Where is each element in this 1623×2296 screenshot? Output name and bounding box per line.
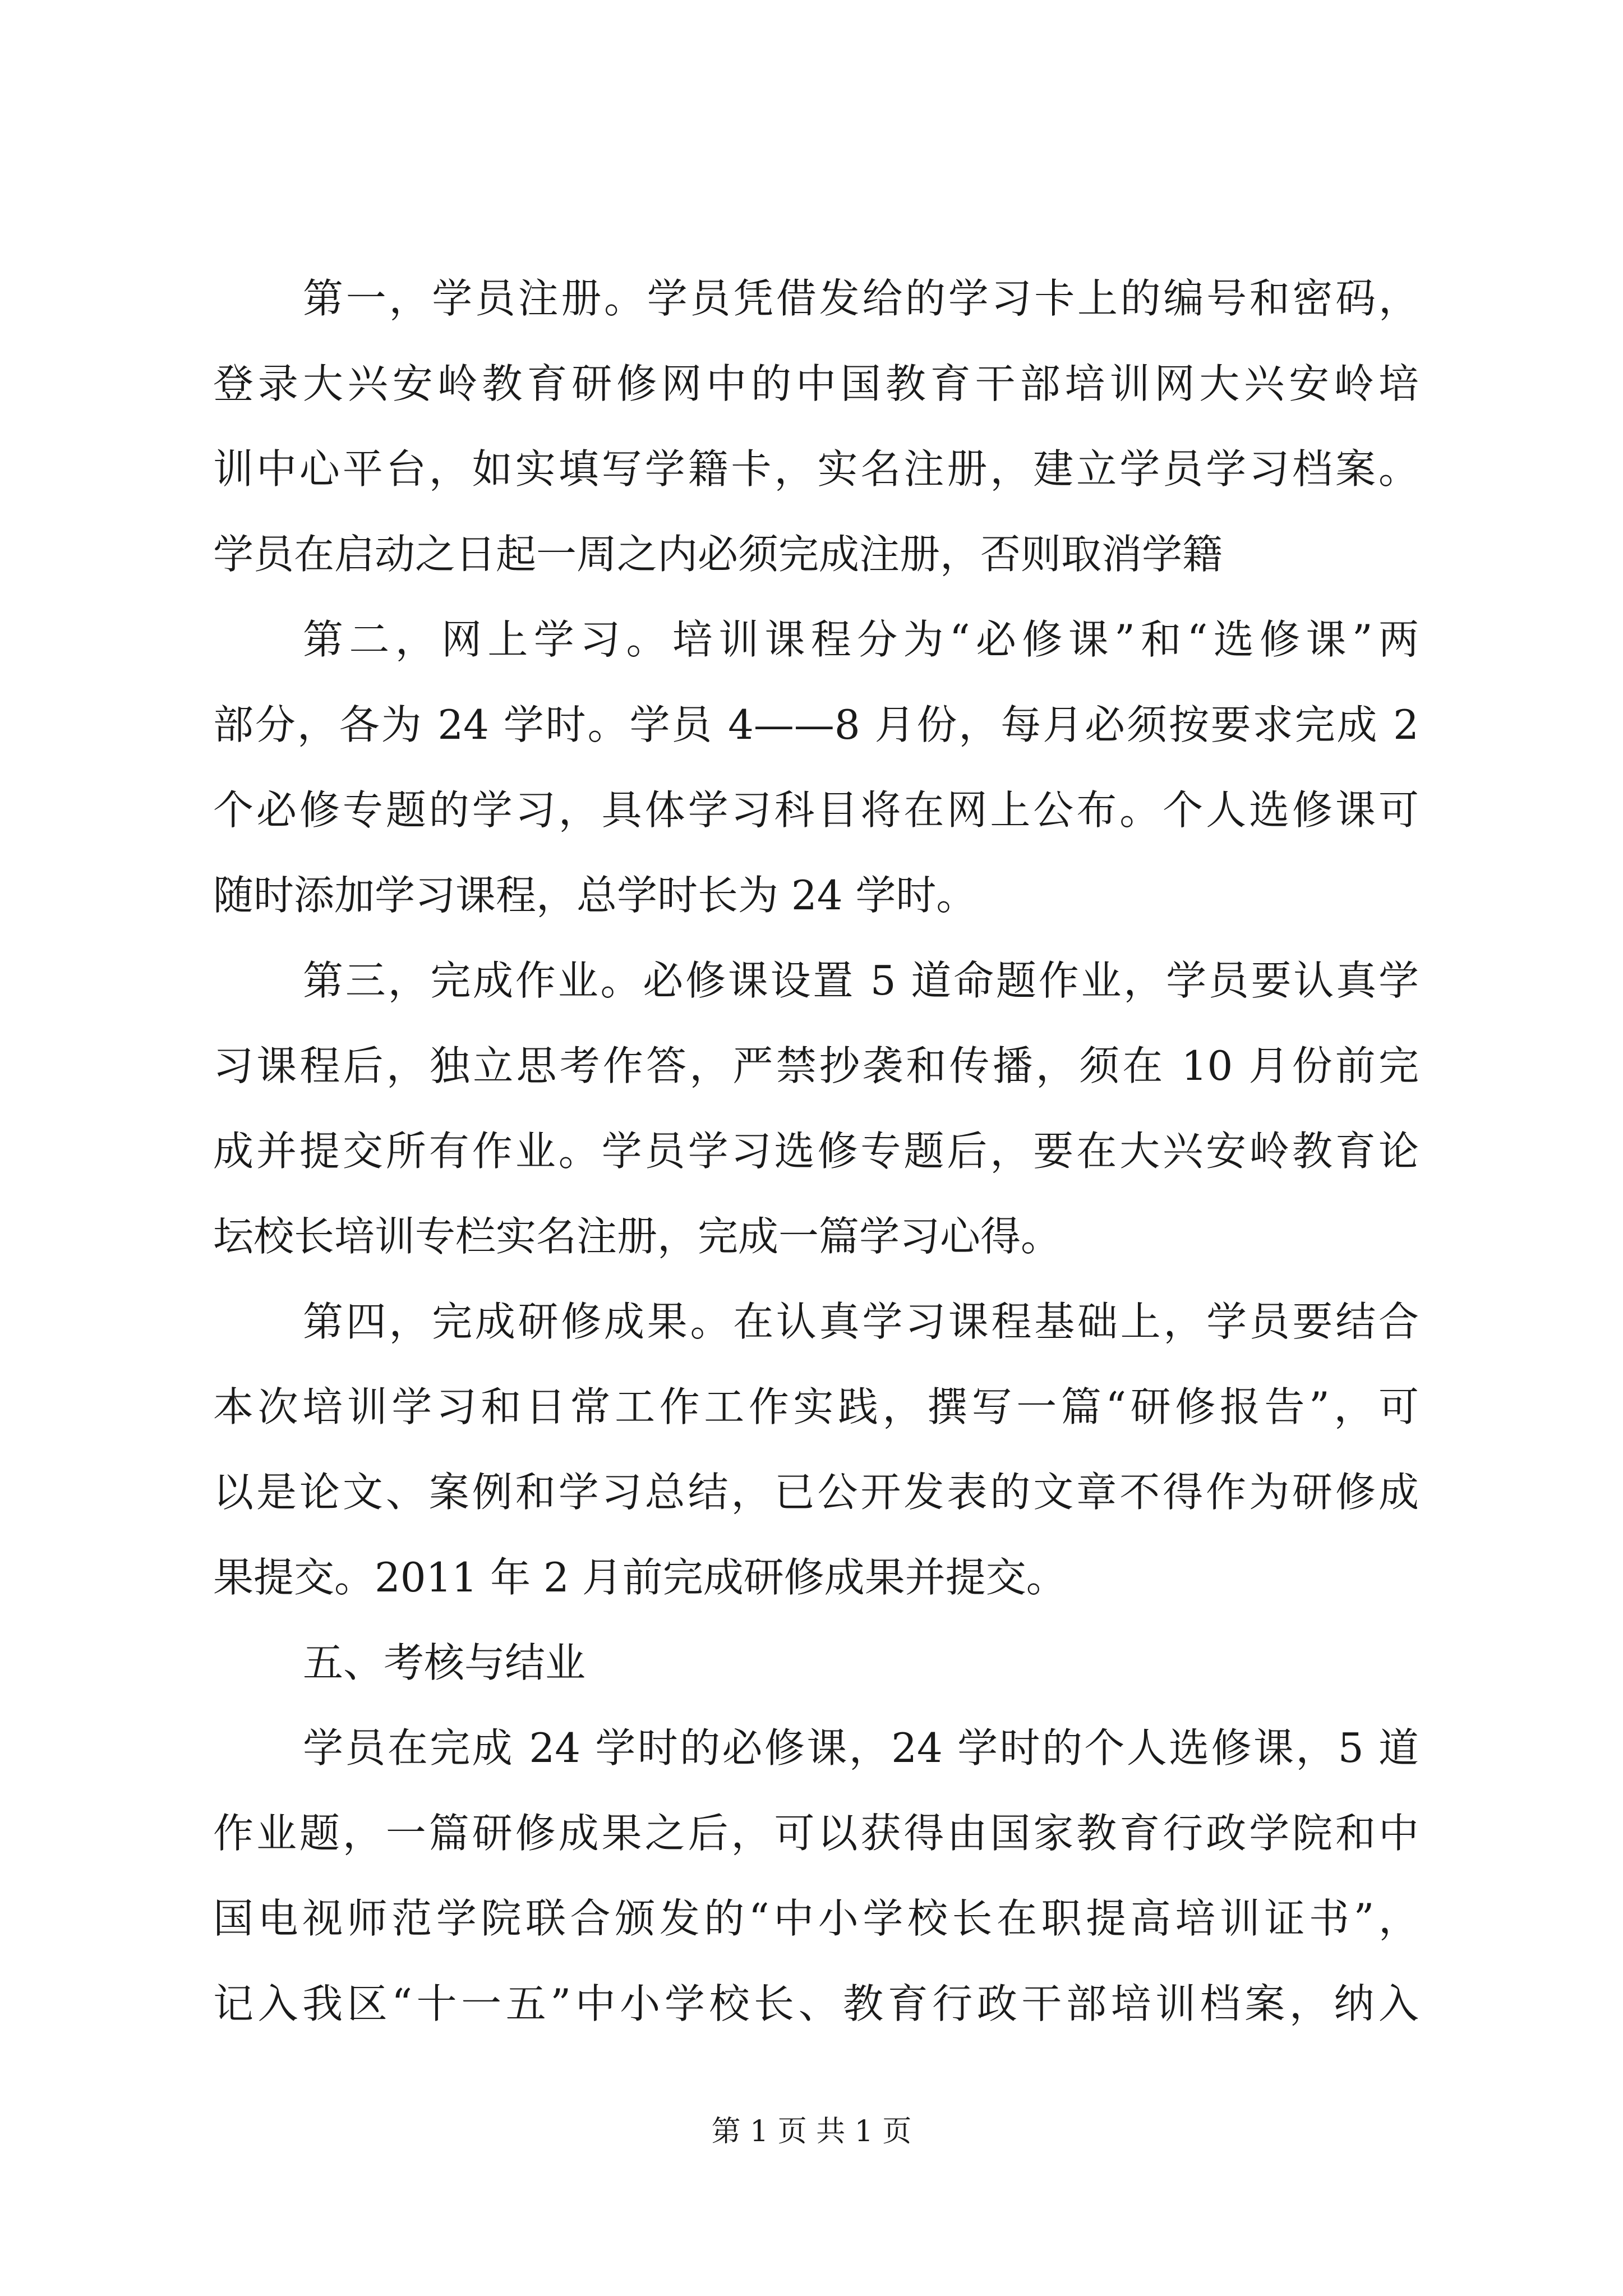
text-line: 本次培训学习和日常工作工作实践，撰写一篇“研修报告”，可: [213, 1383, 1419, 1430]
text-line: 第一，学员注册。学员凭借发给的学习卡上的编号和密码，: [303, 275, 1419, 322]
text-line: 国电视师范学院联合颁发的“中小学校长在职提高培训证书”，: [213, 1895, 1419, 1942]
document-body: [213, 256, 1419, 2046]
text-line: 第二，网上学习。培训课程分为“必修课”和“选修课”两: [303, 616, 1419, 663]
text-line: 训中心平台，如实填写学籍卡，实名注册，建立学员学习档案。: [213, 445, 1419, 493]
text-line: 坛校长培训专栏实名注册，完成一篇学习心得。: [213, 1213, 1062, 1260]
text-line: 第三，完成作业。必修课设置 5 道命题作业，学员要认真学: [303, 957, 1419, 1004]
page-footer: 第 1 页 共 1 页: [711, 2115, 912, 2148]
text-line: 个必修专题的学习，具体学习科目将在网上公布。个人选修课可: [213, 786, 1419, 834]
text-line: 成并提交所有作业。学员学习选修专题后，要在大兴安岭教育论: [213, 1128, 1419, 1175]
text-line: 习课程后，独立思考作答，严禁抄袭和传播，须在 10 月份前完: [213, 1042, 1419, 1089]
text-line: 果提交。2011 年 2 月前完成研修成果并提交。: [213, 1554, 1067, 1601]
text-line: 五、考核与结业: [303, 1639, 586, 1686]
text-line: 登录大兴安岭教育研修网中的中国教育干部培训网大兴安岭培: [213, 360, 1419, 407]
text-line: 以是论文、案例和学习总结，已公开发表的文章不得作为研修成: [213, 1469, 1419, 1516]
text-line: 学员在启动之日起一周之内必须完成注册，否则取消学籍: [213, 531, 1223, 578]
text-line: 记入我区“十一五”中小学校长、教育行政干部培训档案，纳入: [213, 1980, 1419, 2027]
text-line: 部分，各为 24 学时。学员 4——8 月份，每月必须按要求完成 2: [213, 701, 1419, 748]
text-line: 随时添加学习课程，总学时长为 24 学时。: [213, 872, 977, 919]
text-line: 学员在完成 24 学时的必修课，24 学时的个人选修课，5 道: [303, 1724, 1419, 1772]
text-line: 作业题，一篇研修成果之后，可以获得由国家教育行政学院和中: [213, 1810, 1419, 1857]
text-line: 第四，完成研修成果。在认真学习课程基础上，学员要结合: [303, 1298, 1419, 1345]
